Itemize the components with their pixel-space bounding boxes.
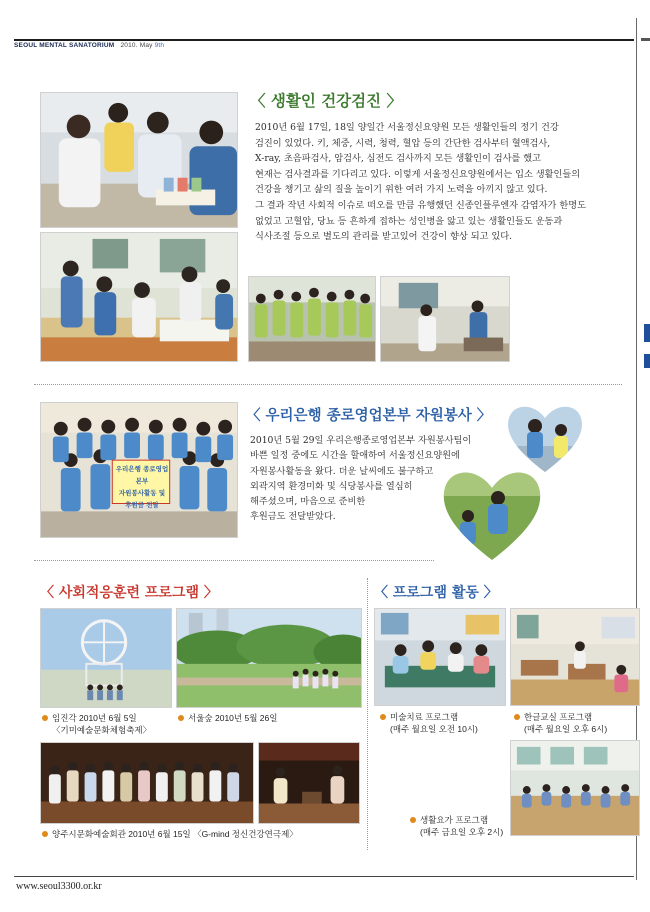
- article-line: 자원봉사활동을 왔다. 더운 날씨에도 불구하고: [250, 465, 434, 477]
- bullet-icon: [380, 714, 386, 720]
- article-line: X-ray, 초음파검사, 암검사, 심전도 검사까지 모든 생활인이 검사를 했고: [255, 153, 542, 165]
- caption-line: (매주 월요일 오후 6시): [524, 724, 608, 734]
- caption-line: 서울숲 2010년 5월 26일: [188, 713, 278, 723]
- article-line: 2010년 5월 29일 우리은행종로영업본부 자원봉사팀이: [250, 435, 472, 446]
- bullet-icon: [42, 831, 48, 837]
- article-line: 외곽지역 환경미화 및 식당봉사를 열심히: [250, 480, 413, 492]
- bullet-icon: [410, 817, 416, 823]
- next-page-edge-mark: [641, 38, 650, 41]
- caption-korean-class: [514, 711, 607, 735]
- caption-imjingak: [42, 712, 151, 736]
- caption-line: 〈기미예술문화체험축제〉: [52, 725, 152, 735]
- masthead: [14, 36, 634, 50]
- footer-rule: [14, 876, 634, 877]
- issue-date: 2010. May: [120, 42, 153, 49]
- banner-line: 후원금 전달: [125, 501, 159, 509]
- bullet-icon: [514, 714, 520, 720]
- publication-name: SEOUL MENTAL SANATORIUM: [14, 42, 115, 49]
- article-line: 후원금도 전달받았다.: [250, 511, 336, 523]
- caption-line: 생활요가 프로그램: [420, 815, 489, 825]
- caption-line: 임진각 2010년 6월 5일: [52, 713, 137, 723]
- section-divider: [34, 384, 622, 385]
- article-line: 그 결과 작년 사회적 이슈로 떠오를 만큼 유행했던 신종인플루엔자 감염자가 한명도: [255, 199, 586, 211]
- masthead-text: [14, 42, 164, 49]
- article-line: 현재는 검사결과를 기다리고 있다. 이렇게 서울정신요양원에서는 입소 생활인들의: [255, 168, 581, 180]
- program-activities-title: 〈 프로그램 활동 〉: [374, 585, 498, 601]
- banner-line: 우리은행 종로영업본부: [115, 465, 169, 485]
- caption-yoga: [410, 814, 503, 838]
- caption-art-therapy: [380, 711, 478, 735]
- caption-seoul-forest: [178, 712, 277, 724]
- heart-photo-kitchen: [505, 402, 585, 474]
- caption-line: (매주 금요일 오후 2시): [420, 827, 504, 837]
- photo-yangju-arts-center: [40, 742, 254, 824]
- article-line: 식사조절 등으로 별도의 관리를 받고있어 건강이 향상 되고 있다.: [255, 231, 513, 243]
- photo-korean-class: [510, 608, 640, 706]
- column-divider: [367, 578, 368, 850]
- photo-mental-health-play: [258, 742, 360, 824]
- bullet-icon: [178, 715, 184, 721]
- photo-yoga: [510, 740, 640, 836]
- volunteer-article: [250, 433, 471, 525]
- health-check-article: [255, 120, 586, 245]
- photo-volunteer-group: [40, 402, 238, 538]
- photo-imjingak: [40, 608, 172, 708]
- footer-url: www.seoul3300.or.kr: [16, 881, 102, 892]
- caption-line: 한글교실 프로그램: [524, 712, 593, 722]
- social-program-title: 〈 사회적응훈련 프로그램 〉: [40, 585, 218, 601]
- volunteer-banner: [115, 463, 169, 511]
- caption-line: 양주시문화예술회관 2010년 6월 15일 〈G-mind 정신건강연극제〉: [52, 829, 298, 839]
- photo-health-xray: [380, 276, 510, 362]
- caption-yangju-arts-center: [42, 828, 298, 840]
- bullet-icon: [42, 715, 48, 721]
- next-page-blue-mark: [644, 324, 650, 342]
- masthead-rule: [14, 39, 634, 41]
- next-page-blue-mark: [644, 354, 650, 368]
- photo-health-blood-test: [40, 92, 238, 228]
- photo-art-therapy: [374, 608, 506, 706]
- photo-health-check-room: [40, 232, 238, 362]
- caption-line: 미술치료 프로그램: [390, 712, 459, 722]
- article-line: 바쁜 일정 중에도 시간을 할애하여 서울정신요양원에: [250, 450, 460, 462]
- photo-health-queue: [248, 276, 376, 362]
- photo-seoul-forest: [176, 608, 362, 708]
- banner-line: 자원봉사활동 및: [118, 489, 166, 497]
- heart-photo-gardening: [440, 466, 544, 562]
- article-line: 해주셨으며, 마음으로 준비한: [250, 496, 366, 508]
- article-line: 없었고 고혈압, 당뇨 등 흔하게 접하는 성인병을 앓고 있는 생활인들도 운동과: [255, 215, 563, 227]
- section-divider: [34, 560, 434, 561]
- article-line: 검진이 있었다. 키, 체중, 시력, 청력, 혈압 등의 간단한 검사부터 혈액검사,: [255, 137, 551, 149]
- article-line: 건강을 챙기고 삶의 질을 높이기 위한 여러 가지 노력을 아끼지 않고 있다.: [255, 184, 548, 196]
- volunteer-title: 〈 우리은행 종로영업본부 자원봉사 〉: [246, 407, 492, 424]
- issue-number: 9th: [154, 42, 165, 49]
- health-check-title: 〈 생활인 건강검진 〉: [250, 91, 403, 110]
- caption-line: (매주 월요일 오전 10시): [390, 724, 478, 734]
- article-line: 2010년 6월 17일, 18일 양일간 서울정신요양원 모든 생활인들의 정기 건강: [255, 122, 559, 133]
